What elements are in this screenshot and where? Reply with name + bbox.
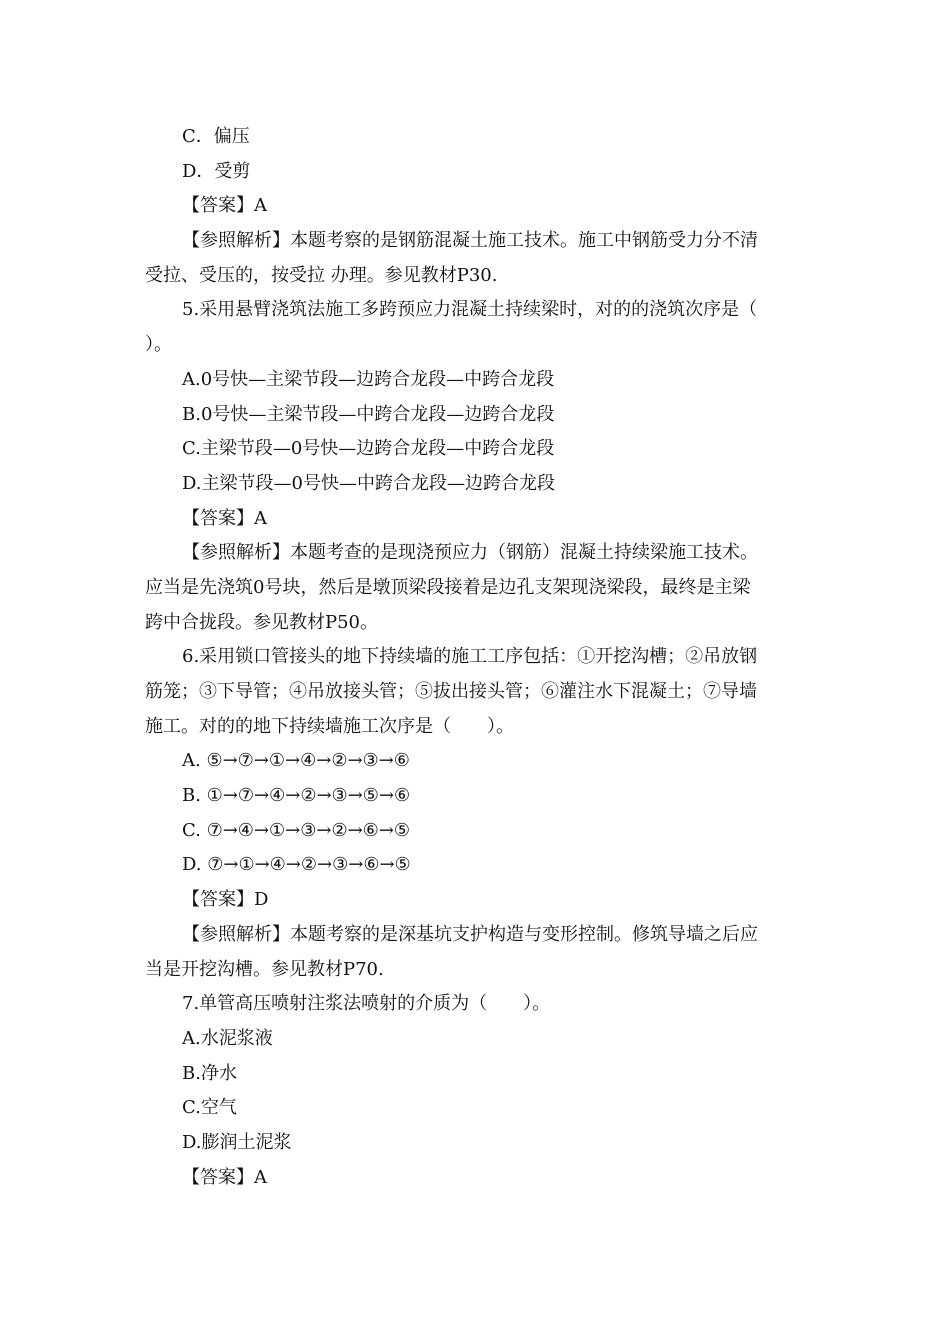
question-line: 7.单管高压喷射注浆法喷射的介质为（ ）。 [182,993,551,1015]
analysis-line: 受拉、受压的，按受拉 办理。参见教材P30. [145,264,498,286]
analysis-line: 当是开挖沟槽。参见教材P70. [145,958,384,980]
question-line: 5.采用悬臂浇筑法施工多跨预应力混凝土持续梁时，对的的浇筑次序是（ [182,299,758,321]
option-line: B.净水 [182,1062,237,1084]
analysis-line: 应当是先浇筑0号块，然后是墩顶梁段接着是边孔支架现浇梁段，最终是主梁 [145,576,751,598]
answer-line: 【答案】A [182,1166,267,1188]
option-line: C.主梁节段—0号快—边跨合龙段—中跨合龙段 [182,438,555,460]
option-line: A. ⑤→⑦→①→④→②→③→⑥ [182,750,410,772]
option-line: C．偏压 [182,126,250,147]
option-line: C.空气 [182,1097,237,1119]
analysis-line: 【参照解析】本题考察的是钢筋混凝土施工技术。施工中钢筋受力分不清 [182,230,758,252]
option-line: B.0号快—主梁节段—中跨合龙段—边跨合龙段 [182,403,555,425]
question-line: 6.采用锁口管接头的地下持续墙的施工工序包括：①开挖沟槽；②吊放钢 [182,646,758,668]
analysis-line: 【参照解析】本题考察的是深基坑支护构造与变形控制。修筑导墙之后应 [182,923,758,945]
question-line: ）。 [145,334,172,356]
answer-line: 【答案】A [182,195,267,217]
question-line: 施工。对的的地下持续墙施工次序是（ ）。 [145,715,514,737]
option-line: D. ⑦→①→④→②→③→⑥→⑤ [182,854,411,876]
answer-line: 【答案】A [182,507,267,529]
option-line: B. ①→⑦→④→②→③→⑤→⑥ [182,785,411,807]
option-line: D．受剪 [182,160,251,182]
question-line: 筋笼；③下导管；④吊放接头管；⑤拔出接头管；⑥灌注水下混凝土；⑦导墙 [145,681,757,702]
option-line: A.0号快—主梁节段—边跨合龙段—中跨合龙段 [182,368,555,390]
option-line: D.膨润土泥浆 [182,1131,292,1153]
analysis-line: 跨中合拢段。参见教材P50。 [145,611,379,633]
analysis-line: 【参照解析】本题考查的是现浇预应力（钢筋）混凝土持续梁施工技术。 [182,542,758,564]
option-line: A.水泥浆液 [182,1027,273,1049]
option-line: C. ⑦→④→①→③→②→⑥→⑤ [182,819,411,841]
option-line: D.主梁节段—0号快—中跨合龙段—边跨合龙段 [182,472,555,494]
answer-line: 【答案】D [182,889,269,911]
document-body [145,120,810,1195]
